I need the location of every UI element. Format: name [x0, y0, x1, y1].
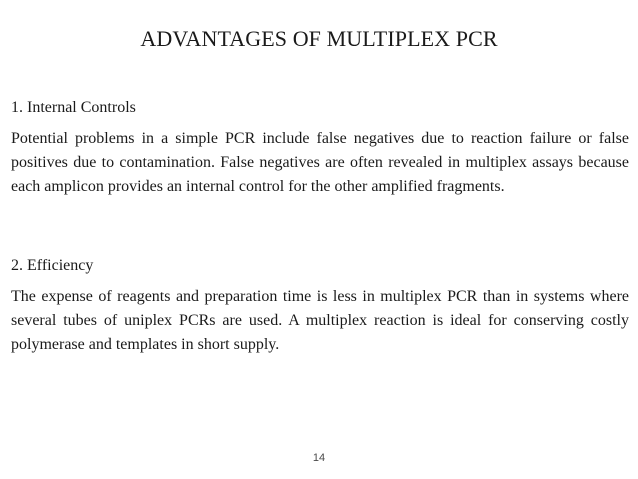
- section-internal-controls: [11, 97, 629, 199]
- section-heading: 1. Internal Controls: [11, 99, 136, 116]
- slide-title: ADVANTAGES OF MULTIPLEX PCR: [140, 26, 498, 51]
- section-body: Potential problems in a simple PCR include false negatives due to reaction failure or false positives due to contamination. False negatives are often revealed in multiplex assays because each amplicon provides an internal control for the other amplified fragments.: [11, 130, 629, 195]
- page-number: 14: [312, 452, 326, 464]
- section-body: The expense of reagents and preparation time is less in multiplex PCR than in systems where several tubes of uniplex PCRs are used. A multiplex reaction is ideal for conserving costly polymerase and templates in short supply.: [11, 288, 629, 353]
- section-heading: 2. Efficiency: [11, 257, 94, 274]
- section-efficiency: [11, 255, 629, 357]
